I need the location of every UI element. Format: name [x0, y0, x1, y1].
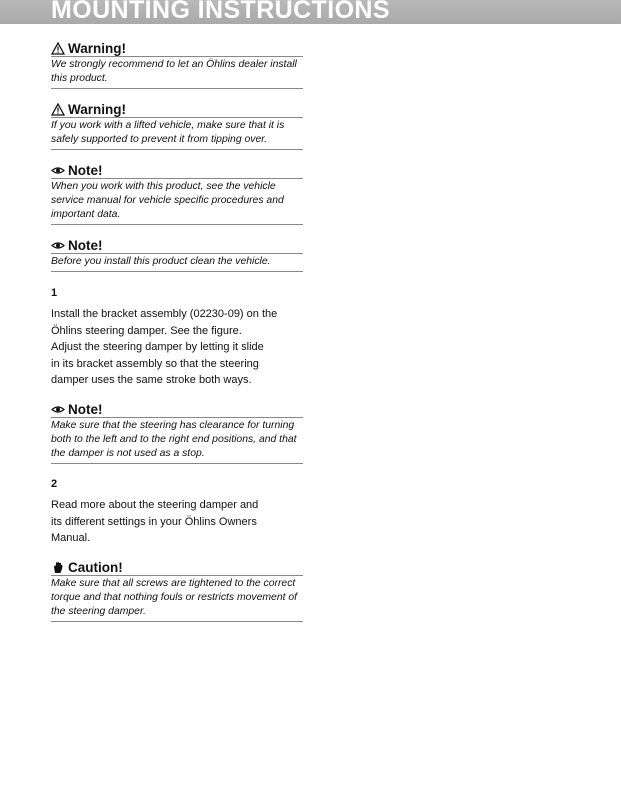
note-label: Note! [68, 163, 103, 178]
hand-icon [51, 561, 65, 574]
caution-label: Caution! [68, 559, 123, 575]
step-line: Öhlins steering damper. See the figure. [51, 324, 242, 337]
note-text: When you work with this product, see the vehicle service manual for vehicle specific procedures and important data. [51, 179, 303, 225]
caution-heading [51, 560, 303, 576]
warning-text: We strongly recommend to let an Öhlins dealer install this product. [51, 57, 303, 89]
step-line: Manual. [51, 532, 91, 545]
warning-heading [51, 102, 303, 118]
warning-text: If you work with a lifted vehicle, make sure that it is safely supported to prevent it from tipping over. [51, 118, 303, 150]
warning-triangle-icon [51, 42, 65, 55]
step-line: its different settings in your Öhlins Owners [51, 515, 257, 528]
eye-icon [51, 403, 65, 416]
note-notice [51, 163, 303, 225]
note-label: Note! [68, 238, 103, 253]
warning-label: Warning! [68, 102, 126, 117]
eye-icon [51, 239, 65, 252]
note-text: Make sure that the steering has clearance for turning both to the left and to the right end positions, and that the damper is not used as a stop. [51, 418, 303, 464]
note-heading [51, 402, 303, 418]
warning-notice [51, 41, 303, 89]
step-number: 1 [51, 287, 58, 299]
page-title: MOUNTING INSTRUCTIONS [51, 0, 390, 24]
note-heading [51, 238, 303, 254]
step-line: Install the bracket assembly (02230-09) on the [51, 308, 278, 320]
note-text: Before you install this product clean the vehicle. [51, 254, 303, 272]
warning-notice [51, 102, 303, 150]
header-bar [0, 0, 621, 24]
instructions-content [51, 41, 303, 635]
step-line: in its bracket assembly so that the steering [51, 357, 259, 370]
caution-notice [51, 560, 303, 622]
warning-heading [51, 41, 303, 57]
eye-icon [51, 164, 65, 177]
step-number: 2 [51, 477, 58, 490]
warning-triangle-icon [51, 103, 65, 116]
step-line: damper uses the same stroke both ways. [51, 374, 252, 387]
step-line: Adjust the steering damper by letting it slide [51, 341, 264, 354]
step-text [51, 306, 303, 389]
note-label: Note! [68, 401, 103, 417]
note-heading [51, 163, 303, 179]
caution-text: Make sure that all screws are tightened to the correct torque and that nothing fouls or restricts movement of the steering damper. [51, 576, 303, 622]
warning-label: Warning! [68, 41, 126, 56]
step-line: Read more about the steering damper and [51, 498, 259, 511]
note-notice [51, 238, 303, 272]
step-text [51, 497, 303, 547]
note-notice [51, 402, 303, 464]
